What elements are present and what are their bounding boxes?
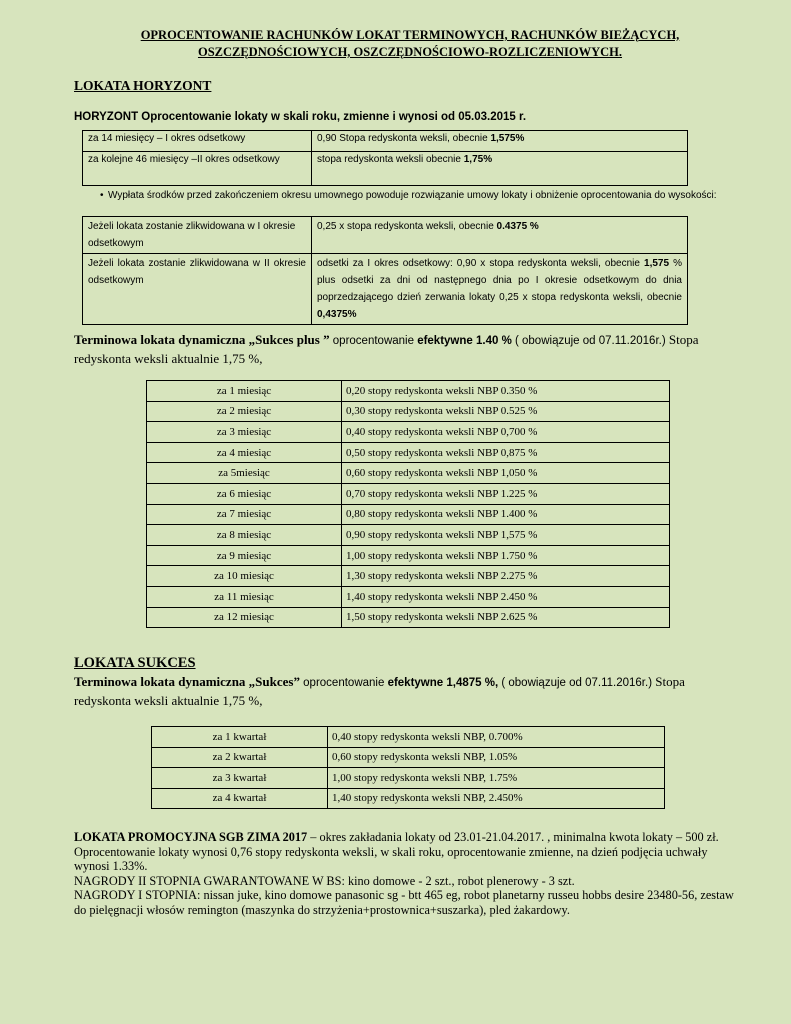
title-line-2: OSZCZĘDNOŚCIOWYCH, OSZCZĘDNOŚCIOWO-ROZLICZENIOWYCH.	[197, 45, 623, 59]
sukces-plus-table	[146, 380, 670, 628]
condition-cell: Jeżeli lokata zostanie zlikwidowana w I okresie odsetkowym	[83, 217, 312, 254]
rate-value: 1,575%	[490, 133, 525, 144]
rate-cell: 0,90 stopy redyskonta weksli NBP 1,575 %	[342, 525, 670, 546]
rate-text: odsetki za I okres odsetkowy: 0,90 x stopa redyskonta weksli, obecnie	[317, 258, 645, 269]
table-row	[147, 463, 670, 484]
table-row	[147, 401, 670, 422]
rate-cell	[312, 131, 688, 152]
rate-value: 0.4375 %	[496, 221, 539, 232]
early-withdrawal-note	[100, 189, 718, 202]
horyzont-heading: LOKATA HORYZONT	[74, 78, 212, 93]
page-title	[70, 27, 750, 61]
valid-from: ( obowiązuje od 07.11.2016r.)	[511, 335, 666, 347]
promo-section	[74, 830, 744, 917]
rate-value: 1,575	[644, 258, 670, 269]
rate-cell: 0,60 stopy redyskonta weksli NBP 1,050 %	[342, 463, 670, 484]
period-cell: za 12 miesiąc	[147, 607, 342, 628]
period-cell: za 6 miesiąc	[147, 483, 342, 504]
horyzont-subheading: HORYZONT Oprocentowanie lokaty w skali roku, zmienne i wynosi od 05.03.2015 r.	[74, 111, 527, 123]
bullet-icon: •	[100, 190, 104, 201]
promo-text: – okres zakładania lokaty od 23.01-21.04.2017. , minimalna kwota lokaty – 500 zł. Oprocentowanie lokaty wynosi 0,76 stopy redyskonta weksli, w skali roku, oprocentowanie zmienne, na dzień podjęcia uchwały wynosi 1.33%.	[74, 830, 719, 873]
rate-cell: 1,50 stopy redyskonta weksli NBP 2.625 %	[342, 607, 670, 628]
table-row	[152, 768, 665, 789]
rate-note: Stopa redyskonta weksli aktualnie 1,75 %,	[74, 674, 685, 708]
rate-value-2: 0,4375%	[317, 309, 357, 320]
rate-cell: 0,80 stopy redyskonta weksli NBP 1.400 %	[342, 504, 670, 525]
rate-cell: 0,40 stopy redyskonta weksli NBP, 0.700%	[328, 727, 665, 748]
rate-cell: 0,30 stopy redyskonta weksli NBP 0.525 %	[342, 401, 670, 422]
table-row	[147, 525, 670, 546]
period-cell: za 10 miesiąc	[147, 566, 342, 587]
rate-cell: 0,40 stopy redyskonta weksli NBP 0,700 %	[342, 422, 670, 443]
rate-cell	[312, 217, 688, 254]
rate-note: Stopa redyskonta weksli aktualnie 1,75 %,	[74, 332, 699, 366]
effective-rate: efektywne 1,4875 %,	[387, 677, 499, 689]
rate-cell	[312, 254, 688, 325]
period-cell: za 2 miesiąc	[147, 401, 342, 422]
rate-cell: 1,00 stopy redyskonta weksli NBP 1.750 %	[342, 545, 670, 566]
sukces-heading: LOKATA SUKCES	[74, 655, 196, 671]
sukces-plus-description	[74, 331, 734, 368]
table-row	[83, 131, 688, 152]
period-cell: za 4 kwartał	[152, 788, 328, 809]
rate-cell	[312, 152, 688, 186]
effective-rate: efektywne 1.40 %	[417, 335, 512, 347]
sukces-description	[74, 673, 734, 710]
product-name: Terminowa lokata dynamiczna „Sukces plus ”	[74, 332, 330, 347]
period-cell: za 2 kwartał	[152, 747, 328, 768]
rate-cell: 0,70 stopy redyskonta weksli NBP 1.225 %	[342, 483, 670, 504]
horyzont-rates-table	[82, 130, 688, 186]
promo-title: LOKATA PROMOCYJNA SGB ZIMA 2017	[74, 830, 308, 844]
table-row	[147, 442, 670, 463]
early-withdrawal-table	[82, 216, 688, 325]
promo-prizes-2: NAGRODY II STOPNIA GWARANTOWANE W BS: kino domowe - 2 szt., robot plenerowy - 3 szt.	[74, 873, 575, 888]
sukces-table	[151, 726, 665, 809]
title-line-1: OPROCENTOWANIE RACHUNKÓW LOKAT TERMINOWYCH, RACHUNKÓW BIEŻĄCYCH,	[140, 28, 680, 42]
table-row	[147, 586, 670, 607]
period-cell: za 4 miesiąc	[147, 442, 342, 463]
period-cell: za kolejne 46 miesięcy –II okres odsetkowy	[83, 152, 312, 186]
table-row	[152, 788, 665, 809]
rate-text-tail: % plus odsetki za dni od następnego dnia po I okresie odsetkowym do dnia poprzedzającego dzień zerwania lokaty 0,25 x stopa redyskonta weksli, obecnie	[317, 258, 682, 303]
rate-cell: 0,50 stopy redyskonta weksli NBP 0,875 %	[342, 442, 670, 463]
rate-cell: 1,40 stopy redyskonta weksli NBP 2.450 %	[342, 586, 670, 607]
rate-cell: 1,40 stopy redyskonta weksli NBP, 2.450%	[328, 788, 665, 809]
table-row	[83, 152, 688, 186]
text: oprocentowanie	[329, 335, 418, 347]
table-row	[147, 483, 670, 504]
rate-cell: 0,60 stopy redyskonta weksli NBP, 1.05%	[328, 747, 665, 768]
period-cell: za 3 kwartał	[152, 768, 328, 789]
rate-cell: 0,20 stopy redyskonta weksli NBP 0.350 %	[342, 381, 670, 402]
period-cell: za 11 miesiąc	[147, 586, 342, 607]
period-cell: za 1 miesiąc	[147, 381, 342, 402]
table-row	[152, 727, 665, 748]
rate-value: 1,75%	[463, 154, 493, 165]
period-cell: za 1 kwartał	[152, 727, 328, 748]
table-row	[147, 381, 670, 402]
table-row	[152, 747, 665, 768]
promo-paragraph	[74, 830, 744, 874]
promo-prizes-1: NAGRODY I STOPNIA: nissan juke, kino domowe panasonic sg - btt 465 eg, robot planetarny russeu hobbs desire 23480-56, zestaw do pielęgnacji włosów remington (maszynka do strzyżenia+prostownica+suszarka), pled żakardowy.	[74, 888, 734, 917]
table-row	[147, 422, 670, 443]
rate-text: stopa redyskonta weksli obecnie	[317, 154, 464, 165]
text: oprocentowanie	[299, 677, 388, 689]
period-cell: za 3 miesiąc	[147, 422, 342, 443]
table-row	[147, 566, 670, 587]
period-cell: za 9 miesiąc	[147, 545, 342, 566]
product-name: Terminowa lokata dynamiczna „Sukces”	[74, 674, 300, 689]
rate-text: 0,90 Stopa redyskonta weksli, obecnie	[317, 133, 491, 144]
table-row	[83, 254, 688, 325]
period-cell: za 7 miesiąc	[147, 504, 342, 525]
rate-cell: 1,00 stopy redyskonta weksli NBP, 1.75%	[328, 768, 665, 789]
period-cell: za 5miesiąc	[147, 463, 342, 484]
period-cell: za 14 miesięcy – I okres odsetkowy	[83, 131, 312, 152]
period-cell: za 8 miesiąc	[147, 525, 342, 546]
rate-text: 0,25 x stopa redyskonta weksli, obecnie	[317, 221, 497, 232]
table-row	[147, 504, 670, 525]
table-row	[147, 545, 670, 566]
note-text: Wypłata środków przed zakończeniem okresu umownego powoduje rozwiązanie umowy lokaty i obniżenie oprocentowania do wysokości:	[108, 190, 717, 201]
condition-cell: Jeżeli lokata zostanie zlikwidowana w II okresie odsetkowym	[83, 254, 312, 325]
valid-from: ( obowiązuje od 07.11.2016r.)	[498, 677, 653, 689]
table-row	[83, 217, 688, 254]
rate-cell: 1,30 stopy redyskonta weksli NBP 2.275 %	[342, 566, 670, 587]
table-row	[147, 607, 670, 628]
